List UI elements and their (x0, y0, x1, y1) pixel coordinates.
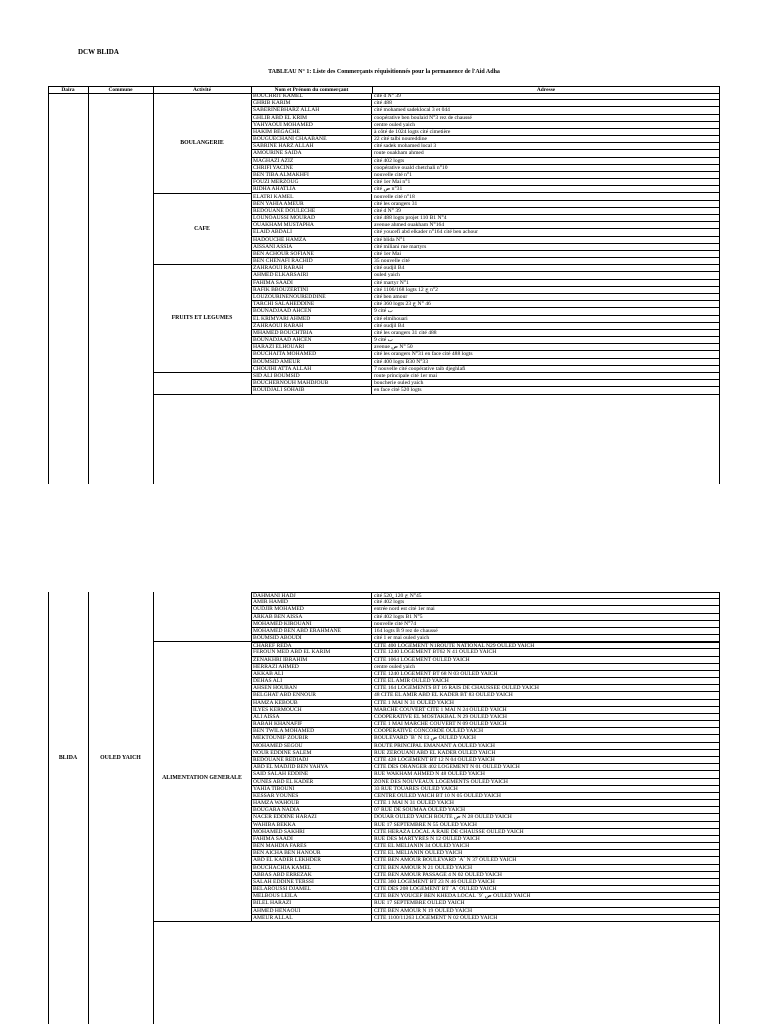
activity-cell (153, 373, 251, 395)
merchant-address: cité 488 logts projet 110 B1 N°4 (374, 215, 447, 222)
merchant-name: ZENAKHRI IBRAHIM (251, 657, 372, 663)
header-adresse: Adresse (536, 87, 556, 93)
merchant-address: 22 cité talbi noureddine (374, 136, 427, 143)
merchant-name: BEN ACHOUR SOFIANE (251, 251, 372, 257)
merchant-name: ABBAS ABD ERREZAK (251, 872, 372, 878)
merchant-address: 33 RUE TOUARES OULED YAICH (374, 785, 458, 792)
table-row (251, 237, 720, 244)
table-row (251, 272, 720, 279)
table-row (251, 143, 720, 150)
merchant-name: BOUMSID AMEUR (251, 359, 372, 365)
merchant-name: CHOUIHI ATTA ALLAH (251, 366, 372, 372)
merchant-address: à côté de 1024 logts cité cimetière (374, 128, 451, 135)
header-daira: Daira (61, 87, 75, 93)
table-row (251, 251, 720, 258)
merchant-name: SABERINEBHARZ ALLAH (251, 107, 372, 113)
merchant-address: CITE BEN YOUCEF BEN KHEDA LOCAL `9` ص OULED YAICH (374, 893, 531, 900)
merchant-address: CITE EL MELIANIN OULED YAICH (374, 850, 463, 857)
merchant-name: AMIR HAMID (251, 599, 372, 605)
merchant-name: OUNES ABD EL KADER (251, 779, 372, 785)
merchant-address: CITE 1 MAI N 31 OULED YAICH (374, 800, 454, 807)
table-row (251, 158, 720, 165)
merchant-address: cité 402 logts (374, 599, 405, 606)
merchant-address: cité ben amour (374, 294, 408, 300)
table-row (251, 351, 720, 358)
table-row (251, 308, 720, 315)
merchant-name: SALAH EDDINE TERSSI (251, 879, 372, 885)
merchant-address: cité blida N°1 (374, 236, 406, 243)
merchant-address: cité d N° 39 (374, 207, 401, 214)
merchant-address: cité 402 logts B1 N°5 (374, 613, 423, 620)
table-row (251, 822, 720, 829)
merchant-name: DAHMANI HADJ (251, 593, 372, 598)
merchant-address: CITE BEN AMOUR N 19 OULED YAICH (374, 907, 472, 914)
table-row (251, 323, 720, 330)
merchant-address: cité ص n°31 (374, 186, 403, 193)
merchant-name: BOUCHRIT KAMEL (251, 93, 372, 99)
merchant-name: REDOUANE DOULECHE (251, 208, 372, 214)
merchant-name: BOUNADJAAD AHCEN (251, 308, 372, 314)
merchant-address: cité 1106/168 logts 12 ج n°2 (374, 286, 438, 293)
merchant-name: FEROUN MED ABD EL KARIM (251, 649, 372, 655)
merchant-name: HAMZA KEBOUB (251, 700, 372, 706)
table-row (251, 908, 720, 915)
page-title: DCW BLIDA (78, 48, 119, 56)
merchant-name: HARAZI ELHOUARI (251, 344, 372, 350)
table-row (251, 592, 720, 599)
merchant-name: MELBOUS LEILA (251, 893, 372, 899)
table-row (251, 793, 720, 800)
merchant-address: entrée nord est cité 1er mai (374, 606, 435, 613)
table-row (251, 258, 720, 265)
merchant-address: RUE ZEROUANI ABD EL KADER OULED YAICH (374, 749, 496, 756)
merchant-name: BEN AICHA BEN HANOUR (251, 850, 372, 856)
merchant-address: CITE BEN AMOUR N 21 OULED YAICH (374, 864, 472, 871)
merchant-name: BOUCHACHIA KAMEL (251, 865, 372, 871)
table-caption: TABLEAU N° 1: Liste des Commerçants réquisitionnés pour la permanence de l'Aid Adha (268, 69, 500, 75)
activity-cell: CAFE (153, 194, 251, 266)
table-row (251, 208, 720, 215)
table-row (251, 786, 720, 793)
merchant-name: BEN TIBA ALMAKHFI (251, 172, 372, 178)
merchant-address: cité youcefi abd elkader n°164 cité ben achour (374, 229, 478, 236)
merchant-address: ROUTE PRINCIPAL EMANANT A OULED YAICH (374, 742, 495, 749)
merchant-address: cité 360 logts 23 ج N° 46 (374, 301, 431, 308)
merchant-name: BELGHAT ABD ENNOUR (251, 692, 372, 698)
daira-label: BLIDA (58, 755, 78, 761)
merchant-address: centre ouled yaich (374, 663, 415, 670)
merchant-name: RAFIK BBOUZERTINI (251, 287, 372, 293)
merchant-name: HADOUCHE HAMZA (251, 237, 372, 243)
merchant-name: MOHAMED BEN ABD ERAHMANE (251, 628, 372, 634)
merchant-name: RABAH KHANAFIF (251, 721, 372, 727)
merchant-address: CITE 360 LOGEMENT BT 23 N 46 OULED YAICH (374, 878, 495, 885)
header-commune: Commune (108, 87, 133, 93)
table-row (251, 657, 720, 664)
table-row (251, 93, 720, 100)
merchant-name: AMOURINE SAIDA (251, 150, 372, 156)
table-row (251, 129, 720, 136)
merchant-address: CITE 428 LOGEMENT BT 12 N 04 OULED YAICH (374, 757, 495, 763)
table-row (251, 614, 720, 621)
merchant-name: WAHIBA BEKKA (251, 822, 372, 828)
table-row (251, 165, 720, 172)
merchant-name: BOUMSID ABOUDI (251, 635, 372, 641)
merchant-name: CHRIFI YACINE (251, 165, 372, 171)
merchant-name: SABRINE HARZ ALLAH (251, 143, 372, 149)
table-row (251, 728, 720, 735)
merchant-address: cité 520 ٍ 120 ج N°45 (374, 593, 422, 599)
merchant-name: ALI AISSA (251, 714, 372, 720)
table-row (251, 779, 720, 786)
merchant-name: AMEUR ALLAL (251, 915, 372, 921)
table-row (251, 122, 720, 129)
table-row (251, 373, 720, 380)
table-row (251, 829, 720, 836)
merchant-name: BEN MAHDIA FARES (251, 843, 372, 849)
merchant-name: BILEL HARAZI (251, 900, 372, 906)
merchant-name: SAID SALAH EDDINE (251, 771, 372, 777)
merchant-address: BOULEVARD `B` N 13 ص OULED YAICH (374, 735, 476, 742)
merchant-address: COOPERATIVE CONCORDE OULED YAICH (374, 728, 484, 735)
merchant-address: CITE BEN AMOUR BOULEVARD `A` N 37 OULED YAICH (374, 857, 517, 864)
merchant-name: BELAROUSSI DJAMEL (251, 886, 372, 892)
merchant-name: OUAKHAM MUSTAPHA (251, 222, 372, 228)
table-row (251, 628, 720, 635)
merchant-name: FOUZI MERZOUG (251, 179, 372, 185)
table-row (251, 850, 720, 857)
merchant-address: cité les orangers N°31 en face cité 488 logts (374, 351, 473, 358)
header-activite: Activité (193, 87, 211, 93)
merchant-address: CITE 1240 LOGEMENT BT 68 N 03 OULED YAICH (374, 670, 498, 677)
merchant-address: RUE WAKHAM AHMED N 48 OULED YAICH (374, 771, 485, 778)
merchant-name: GHRIB KARIM (251, 100, 372, 106)
table-row (251, 879, 720, 886)
merchant-address: CITE 1064 LOGEMENT OULED YAICH (374, 656, 470, 663)
table-row (251, 215, 720, 222)
merchant-name: AHMED HENAOUI (251, 908, 372, 914)
table-row (251, 764, 720, 771)
merchant-address: RUE DES MARTYRES N 12 OULED YAICH (374, 835, 480, 842)
table-row (251, 664, 720, 671)
table-row (251, 606, 720, 613)
merchant-name: MHAMED BOUCHTBIA (251, 330, 372, 336)
table-row (251, 857, 720, 864)
merchant-address: 9 cité ب (374, 337, 393, 344)
merchant-address: route ouakham ahmed (374, 150, 424, 157)
table-row (251, 280, 720, 287)
merchant-address: CENTRE OULED YAICH BT 10 N 05 OULED YAICH (374, 792, 501, 799)
table-row (251, 621, 720, 628)
merchant-name: ABD EL KADER LEKHDER (251, 857, 372, 863)
table-row (251, 750, 720, 757)
merchant-address: CITE DES ORANGER 402 LOGEMENT N 01 OULED YAICH (374, 764, 520, 771)
table-row (251, 359, 720, 366)
merchant-name: BOUGARA NADIA (251, 807, 372, 813)
merchant-address: cité 1er Mai (374, 250, 402, 257)
merchant-address: coopérative ben boulaid N°3 rez de chaussé (374, 114, 472, 121)
merchant-address: 164 logts B 9 rez de chaussé (374, 627, 438, 634)
merchant-address: cité d N° 39 (374, 93, 401, 99)
table-row (251, 201, 720, 208)
merchant-address: nouvelle cité N°74 (374, 620, 417, 627)
table-row (251, 244, 720, 251)
merchant-address: cité 1 er mai ouled yaich (374, 635, 430, 642)
table-row (251, 700, 720, 707)
merchant-address: cité elmihouari (374, 315, 408, 322)
table-row (251, 186, 720, 193)
header-nom: Nom et Prénom du commerçant (274, 87, 349, 93)
merchant-name: YAHYAOUI MOHAMED (251, 122, 372, 128)
merchant-name: AHMED ELKARSAIRI (251, 272, 372, 278)
merchant-address: avenue ص N° 50 (374, 344, 413, 351)
merchant-address: COOPERATIVE EL MOSTAKBAL N 29 OULED YAICH (374, 713, 507, 720)
merchant-name: YAHIA TIBOUNI (251, 786, 372, 792)
merchant-name: NOUR EDDINE SALEM (251, 750, 372, 756)
table-row (251, 642, 720, 649)
table-row (251, 387, 720, 394)
merchant-name: MEKTOUNIF ZOUBIR (251, 735, 372, 741)
table-row (251, 301, 720, 308)
merchant-address: 07 RUE DE SOUMAA OULED YAICH (374, 807, 466, 814)
merchant-name: EL KRIMYARI AHMED (251, 316, 372, 322)
merchant-name: AKKAB ALI (251, 671, 372, 677)
table-row (251, 344, 720, 351)
table-row (251, 707, 720, 714)
merchant-name: LOUNOAUSSI MOURAD (251, 215, 372, 221)
merchant-name: REDOUANE REDIADJ (251, 757, 372, 763)
table-row (251, 865, 720, 872)
merchant-address: CITE 1 MAI N 31 OULED YAICH (374, 699, 454, 706)
table-row (251, 635, 720, 642)
merchant-name: FAHIMA SAADI (251, 836, 372, 842)
merchant-address: CITE DES 208 LOGEMENT BT `A` OULED YAICH (374, 886, 497, 893)
table-row (251, 685, 720, 692)
merchant-address: DOUAR OULED YAICH ROUTE ص N 28 OULED YAICH (374, 814, 512, 821)
merchant-name: ZAHRAOUI RABAH (251, 265, 372, 271)
merchant-name: HERRAZI AHMED (251, 664, 372, 670)
table-row (251, 287, 720, 294)
table-row (251, 294, 720, 301)
merchant-name: MOHAMED KIROUANI (251, 621, 372, 627)
table-row (251, 316, 720, 323)
table-row (251, 172, 720, 179)
merchant-address: CITE EL AMIR OULED YAICH (374, 678, 449, 685)
merchant-address: cité oudjil B4 (374, 322, 405, 329)
merchant-address: cité miliani rue martyrs (374, 243, 427, 250)
merchant-name: SID ALI BOUMSID (251, 373, 372, 379)
merchant-address: cité mohamed sadeklocal 3 et 044 (374, 107, 450, 114)
table-row (251, 136, 720, 143)
table-row (251, 671, 720, 678)
merchant-name: TARCHI SALAHEDDINE (251, 301, 372, 307)
merchant-address: centre ouled yaich (374, 121, 415, 128)
merchant-address: 7 nouvelle cité coopérative taib djeghlafi (374, 365, 466, 372)
merchant-name: LOUZOURINENOUREDDINE (251, 294, 372, 300)
merchant-name: MAGHAZI AZIZ (251, 158, 372, 164)
table-row (251, 872, 720, 879)
table-row (251, 194, 720, 201)
merchant-address: cité 1er Mai n°1 (374, 179, 411, 186)
merchant-name: BEN YAHIA AMEUR (251, 201, 372, 207)
merchant-name: ARKAB BEN AISSA (251, 614, 372, 620)
table-row (251, 843, 720, 850)
table-row (251, 380, 720, 387)
merchant-name: BOUCHERNOUH MAHDJOUB (251, 380, 372, 386)
table-row (251, 814, 720, 821)
merchant-address: 9 cité ب (374, 308, 393, 315)
table-row (251, 107, 720, 114)
merchant-name: ZAHRAOUI RABAH (251, 323, 372, 329)
merchant-name: BEN CHENAFI RACHID (251, 258, 372, 264)
table-row (251, 222, 720, 229)
merchant-name: AISSANI ASSIA (251, 244, 372, 250)
merchant-address: cité 402 logts (374, 157, 405, 164)
table-row (251, 678, 720, 685)
merchant-address: CITE 1100/11263 LOGEMENT N 02 OULED YAICH (374, 914, 498, 921)
table-row (251, 714, 720, 721)
merchant-address: boucherie ouled yaich (374, 380, 424, 387)
merchant-name: ELATRI KAMEL (251, 194, 372, 200)
merchant-name: CHAREF REDA (251, 643, 372, 648)
merchant-name: BOUNADJAAD AHCEN (251, 337, 372, 343)
merchant-address: nouvelle cité n°1 (374, 171, 412, 178)
table-row (251, 330, 720, 337)
merchant-address: MARCHE COUVERT CITE 1 MAI N 24 OULED YAICH (374, 706, 507, 713)
merchant-name: BOUGUECHANI CHAABANE (251, 136, 372, 142)
merchant-name: MOHAMED SEGOU (251, 743, 372, 749)
merchant-name: RIDHA AHATLIA (251, 186, 372, 192)
merchant-address: cité les orangers 31 (374, 200, 418, 207)
merchant-address: CITE BEN AMOUR PASSAGE 4 N 02 OULED YAICH (374, 871, 502, 878)
merchant-name: ILYES KERMOUCH (251, 707, 372, 713)
table-row (251, 229, 720, 236)
table-row (251, 743, 720, 750)
merchant-address: CITE 1240 LOGEMENT BT62 N 41 OULED YAICH (374, 649, 497, 656)
merchant-name: AHSEN HOUBAN (251, 685, 372, 691)
merchant-address: RUE 17 SEPTEMBRE N 55 OULED YAICH (374, 821, 477, 828)
merchant-address: cité 488 (374, 100, 392, 107)
activity-cell: BOULANGERIE (153, 93, 251, 194)
table-row (251, 735, 720, 742)
merchant-address: RUE 17 SEPTEMBRE OULED YAICH (374, 900, 465, 907)
merchant-address: 35 nouvelle cité (374, 258, 410, 265)
activity-cell: ALIMENTATION GENERALE (153, 642, 251, 922)
merchant-name: KESSAR YOUNES (251, 793, 372, 799)
table-row (251, 649, 720, 656)
merchant-address: CITE HERAZA LOCAL A RAIE DE CHAUSSE OULED YAICH (374, 828, 524, 835)
merchant-name: MOHAMED SAKHRI (251, 829, 372, 835)
merchant-name: GHLIB ABD EL KRIM (251, 115, 372, 121)
merchant-name: ELAID ABDALI (251, 229, 372, 235)
merchant-address: 48 CITE EL AMIR ABD EL KADER BT 83 OULED YAICH (374, 692, 513, 699)
table-row (251, 100, 720, 107)
merchant-address: ouled yaich (374, 272, 400, 279)
merchant-address: route principale cité 1er mai (374, 373, 438, 380)
merchant-address: cité oudjil B4 (374, 265, 405, 272)
merchant-address: CITE EL MELIANIN 34 OULED YAICH (374, 843, 470, 850)
activity-cell (153, 592, 251, 642)
table-row (251, 886, 720, 893)
merchant-name: BOUCHAITA MOHAMED (251, 351, 372, 357)
merchant-address: CITE 400 LOGEMENT N1ROUTE NATIONAL N29 OULED YAICH (374, 643, 535, 649)
merchant-address: cité les orangers 31 cité 488 (374, 329, 437, 336)
table-row (251, 150, 720, 157)
merchant-name: ABD EL MADJID BEN YAHYA (251, 764, 372, 770)
table-row (251, 807, 720, 814)
table-row (251, 721, 720, 728)
table-row (251, 692, 720, 699)
table-row (251, 265, 720, 272)
merchant-address: cité sadek mohamed local 3 (374, 143, 437, 150)
activity-cell: FRUITS ET LEGUMES (153, 265, 251, 373)
merchants-table-1 (48, 86, 720, 484)
merchant-name: HAKIM BEGACHE (251, 129, 372, 135)
merchant-address: en face cité 520 logts (374, 387, 422, 394)
table-row (251, 915, 720, 922)
merchants-table-2 (48, 592, 720, 1024)
merchant-address: avenue ahmed ouakham N°164 (374, 222, 445, 229)
merchant-address: cité martyr N°1 (374, 279, 409, 286)
merchant-name: ROUIDJALI SOHAIB (251, 387, 372, 393)
table-row (251, 900, 720, 907)
table-row (251, 800, 720, 807)
merchant-name: DEHAS ALI (251, 678, 372, 684)
merchant-address: cité 400 logts B30 N°33 (374, 358, 429, 365)
merchant-address: nouvelle cité n°18 (374, 193, 415, 200)
merchant-address: coopérative ouald chetchali n°10 (374, 164, 448, 171)
table-row (251, 337, 720, 344)
merchant-name: HAMZA WAHOUB (251, 800, 372, 806)
table-row (251, 836, 720, 843)
table-row (251, 757, 720, 764)
table-row (251, 893, 720, 900)
merchant-name: FAHIMA SAADI (251, 280, 372, 286)
table-row (251, 179, 720, 186)
merchant-address: ZONE DES NOUVEAUX LOGEMENTS OULED YAICH (374, 778, 508, 785)
table-row (251, 366, 720, 373)
merchant-name: NACER EDDINE HARAZI (251, 814, 372, 820)
merchant-name: BEN TWILA MOHAMED (251, 728, 372, 734)
merchant-address: CITE 1 MAI MARCHE COUVERT N 09 OULED YAICH (374, 721, 507, 728)
table-row (251, 771, 720, 778)
table-row (251, 115, 720, 122)
commune-label: OULED YAICH (100, 755, 141, 761)
merchant-name: OUDJIR MOHAMED (251, 606, 372, 612)
table-row (251, 599, 720, 606)
merchant-address: CITE 164 LOGEMENTS BT 16 RAIS DE CHAUSSEE OULED YAICH (374, 685, 539, 692)
